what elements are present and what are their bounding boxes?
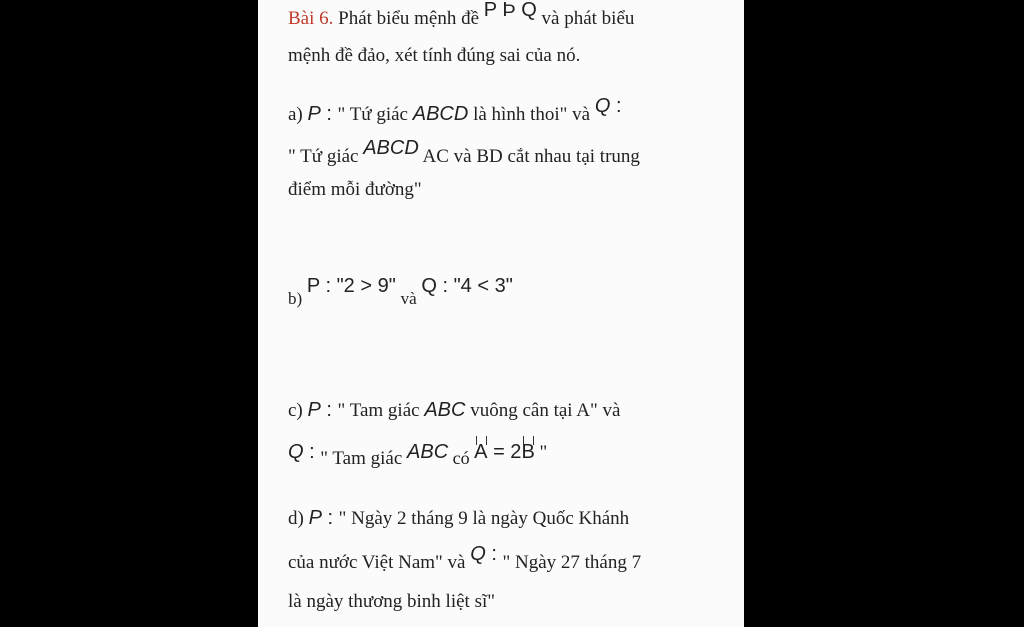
title-line-2: mệnh đề đảo, xét tính đúng sai của nó. [288,45,581,66]
item-d-line-3: là ngày thương binh liệt sĩ" [288,591,495,612]
item-d-line-1 [288,508,629,528]
colon: : [485,543,503,565]
q-expression: Q : "4 < 3" [421,275,513,297]
q-symbol: Q [594,95,611,117]
p-symbol: P [307,399,321,421]
item-d-label: d) [288,508,309,529]
p-symbol: P [308,507,322,529]
has-word: có [448,448,475,468]
item-b-label: b) [288,289,303,308]
item-a-text-3: " Tứ giác [288,146,364,167]
document-page [258,0,744,627]
title-text: Phát biểu mệnh đề [333,8,484,29]
colon: : [321,507,339,529]
p-symbol: P [307,103,321,125]
item-a-text-4: AC và BD cắt nhau tại trung [418,146,640,167]
abcd-symbol: ABCD [412,103,469,125]
colon: : [320,103,338,125]
and-word: và [400,289,417,308]
exercise-number: Bài 6. [288,8,334,29]
equals-two: = 2 [487,441,522,463]
p-expression: P : "2 > 9" [306,275,396,297]
item-c-text: " Tam giác [337,400,425,421]
item-a-line-1 [288,95,622,125]
item-d-text-3: " Ngày 27 tháng 7 [502,552,642,573]
item-c-line-1 [288,400,620,420]
colon: : [320,399,338,421]
item-b-line [288,275,513,308]
closing-quote: " [534,442,548,463]
angle-a-hat: A [474,441,488,463]
q-symbol: Q [288,441,304,463]
q-symbol: Q [470,543,486,565]
item-a-text: " Tứ giác [337,104,413,125]
colon: : [303,441,321,463]
abc-symbol: ABC [407,441,449,463]
abc-symbol: ABC [424,399,466,421]
item-d-text: " Ngày 2 tháng 9 là ngày Quốc Khánh [338,508,630,529]
item-c-label: c) [288,400,308,421]
item-c-line-2 [288,441,548,469]
title-text-2: và phát biểu [536,8,635,29]
abcd-symbol: ABCD [363,137,419,159]
item-a-text-2: là hình thoi" và [468,104,595,125]
colon: : [610,95,622,117]
implication-symbol: P Þ Q [483,0,537,21]
item-c-text-3: " Tam giác [320,448,408,469]
item-d-line-2 [288,543,642,573]
angle-b-hat: B [521,441,535,463]
item-d-text-2: của nước Việt Nam" và [288,552,471,573]
item-c-text-2: vuông cân tại A" và [465,400,621,421]
item-a-line-2 [288,137,640,167]
exercise-title-line [288,0,635,29]
item-a-label: a) [288,104,308,125]
item-a-line-3: điểm mỗi đường" [288,179,422,200]
